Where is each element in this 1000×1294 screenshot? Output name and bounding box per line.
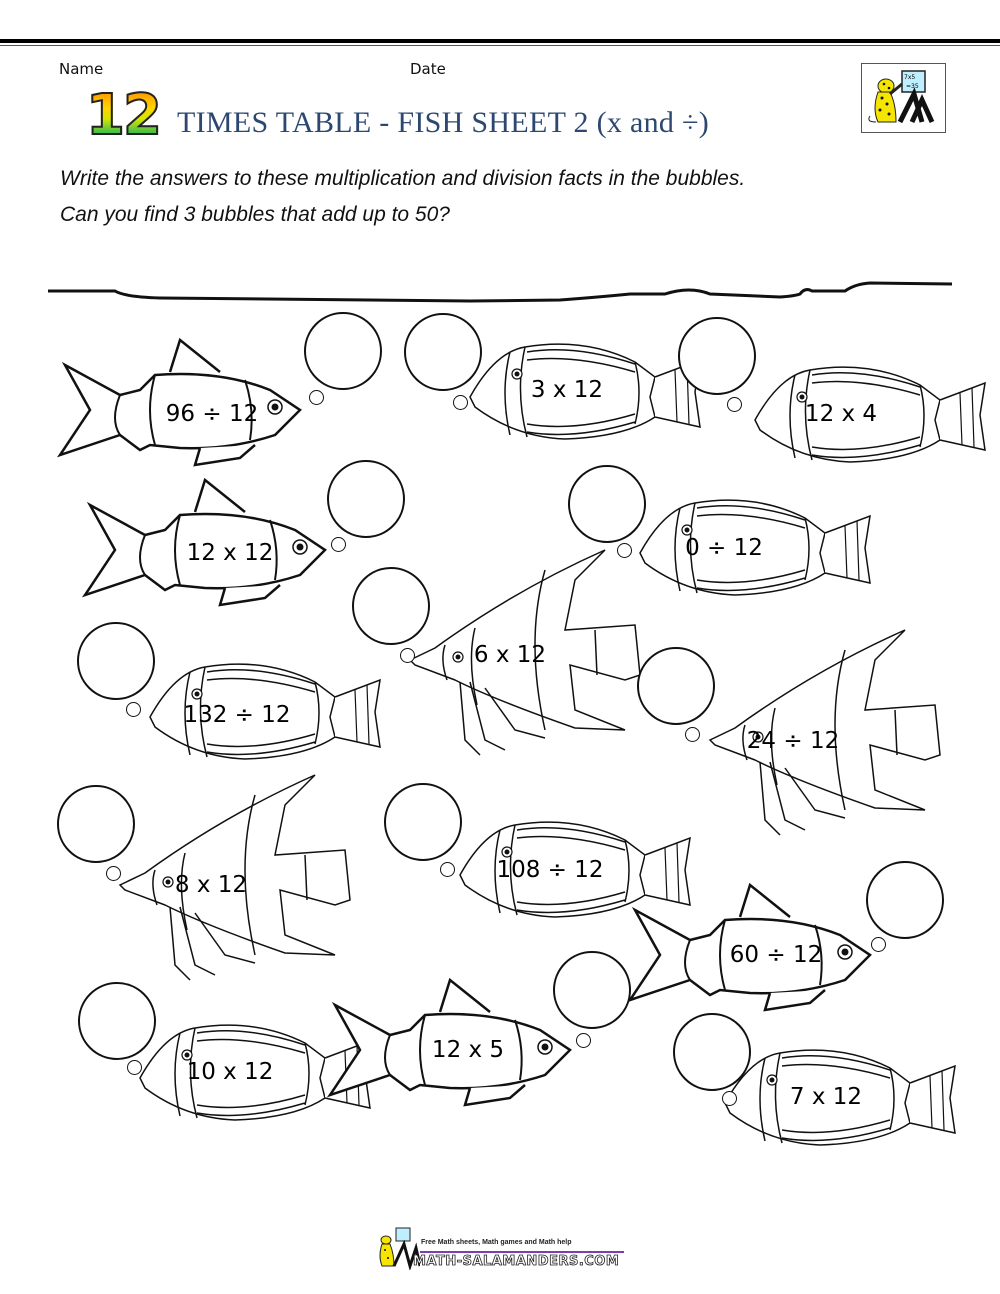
small-bubble (400, 648, 415, 663)
answer-bubble-12[interactable] (78, 982, 156, 1060)
footer-brand-link[interactable]: MATH-SALAMANDERS.COM (413, 1254, 620, 1269)
answer-bubble-7[interactable] (77, 622, 155, 700)
fish-problem-6: 6 x 12 (473, 642, 547, 668)
answer-bubble-6[interactable] (352, 567, 430, 645)
page-title: TIMES TABLE - FISH SHEET 2 (x and ÷) (177, 106, 710, 139)
small-bubble (617, 543, 632, 558)
footer-tagline: Free Math sheets, Math games and Math help (421, 1239, 572, 1246)
instruction-line-2: Can you find 3 bubbles that add up to 50? (60, 203, 450, 226)
fish-problem-3: 12 x 4 (804, 401, 878, 427)
answer-bubble-3[interactable] (678, 317, 756, 395)
fish-problem-10: 108 ÷ 12 (496, 857, 604, 883)
answer-bubble-10[interactable] (384, 783, 462, 861)
answer-bubble-14[interactable] (673, 1013, 751, 1091)
name-label: Name (59, 60, 104, 78)
small-bubble (126, 702, 141, 717)
fish-problem-12: 10 x 12 (186, 1059, 274, 1085)
board-text-1: 7x5 (904, 74, 916, 81)
fish-problem-9: 8 x 12 (174, 872, 248, 898)
fish-problem-8: 24 ÷ 12 (746, 728, 840, 754)
small-bubble (127, 1060, 142, 1075)
small-bubble (440, 862, 455, 877)
answer-bubble-13[interactable] (553, 951, 631, 1029)
answer-bubble-5[interactable] (568, 465, 646, 543)
small-bubble (331, 537, 346, 552)
small-bubble (453, 395, 468, 410)
instruction-line-1: Write the answers to these multiplication and division facts in the bubbles. (60, 167, 746, 190)
small-bubble (576, 1033, 591, 1048)
fish-problem-11: 60 ÷ 12 (729, 942, 823, 968)
fish-problem-1: 96 ÷ 12 (165, 401, 259, 427)
small-bubble (309, 390, 324, 405)
small-bubble (106, 866, 121, 881)
small-bubble (727, 397, 742, 412)
fish-problem-14: 7 x 12 (789, 1084, 863, 1110)
answer-bubble-9[interactable] (57, 785, 135, 863)
answer-bubble-4[interactable] (327, 460, 405, 538)
fish-problem-7: 132 ÷ 12 (183, 702, 291, 728)
times-table-number: 12 (86, 83, 160, 148)
answer-bubble-11[interactable] (866, 861, 944, 939)
small-bubble (722, 1091, 737, 1106)
small-bubble (685, 727, 700, 742)
footer-divider (420, 1251, 624, 1253)
small-bubble (871, 937, 886, 952)
fish-problem-4: 12 x 12 (186, 540, 274, 566)
answer-bubble-1[interactable] (304, 312, 382, 390)
date-label: Date (410, 60, 446, 78)
fish-problem-13: 12 x 5 (431, 1037, 505, 1063)
answer-bubble-2[interactable] (404, 313, 482, 391)
fish-problem-2: 3 x 12 (530, 377, 604, 403)
answer-bubble-8[interactable] (637, 647, 715, 725)
fish-problem-5: 0 ÷ 12 (685, 535, 763, 561)
board-text-2: =35 (906, 83, 919, 90)
